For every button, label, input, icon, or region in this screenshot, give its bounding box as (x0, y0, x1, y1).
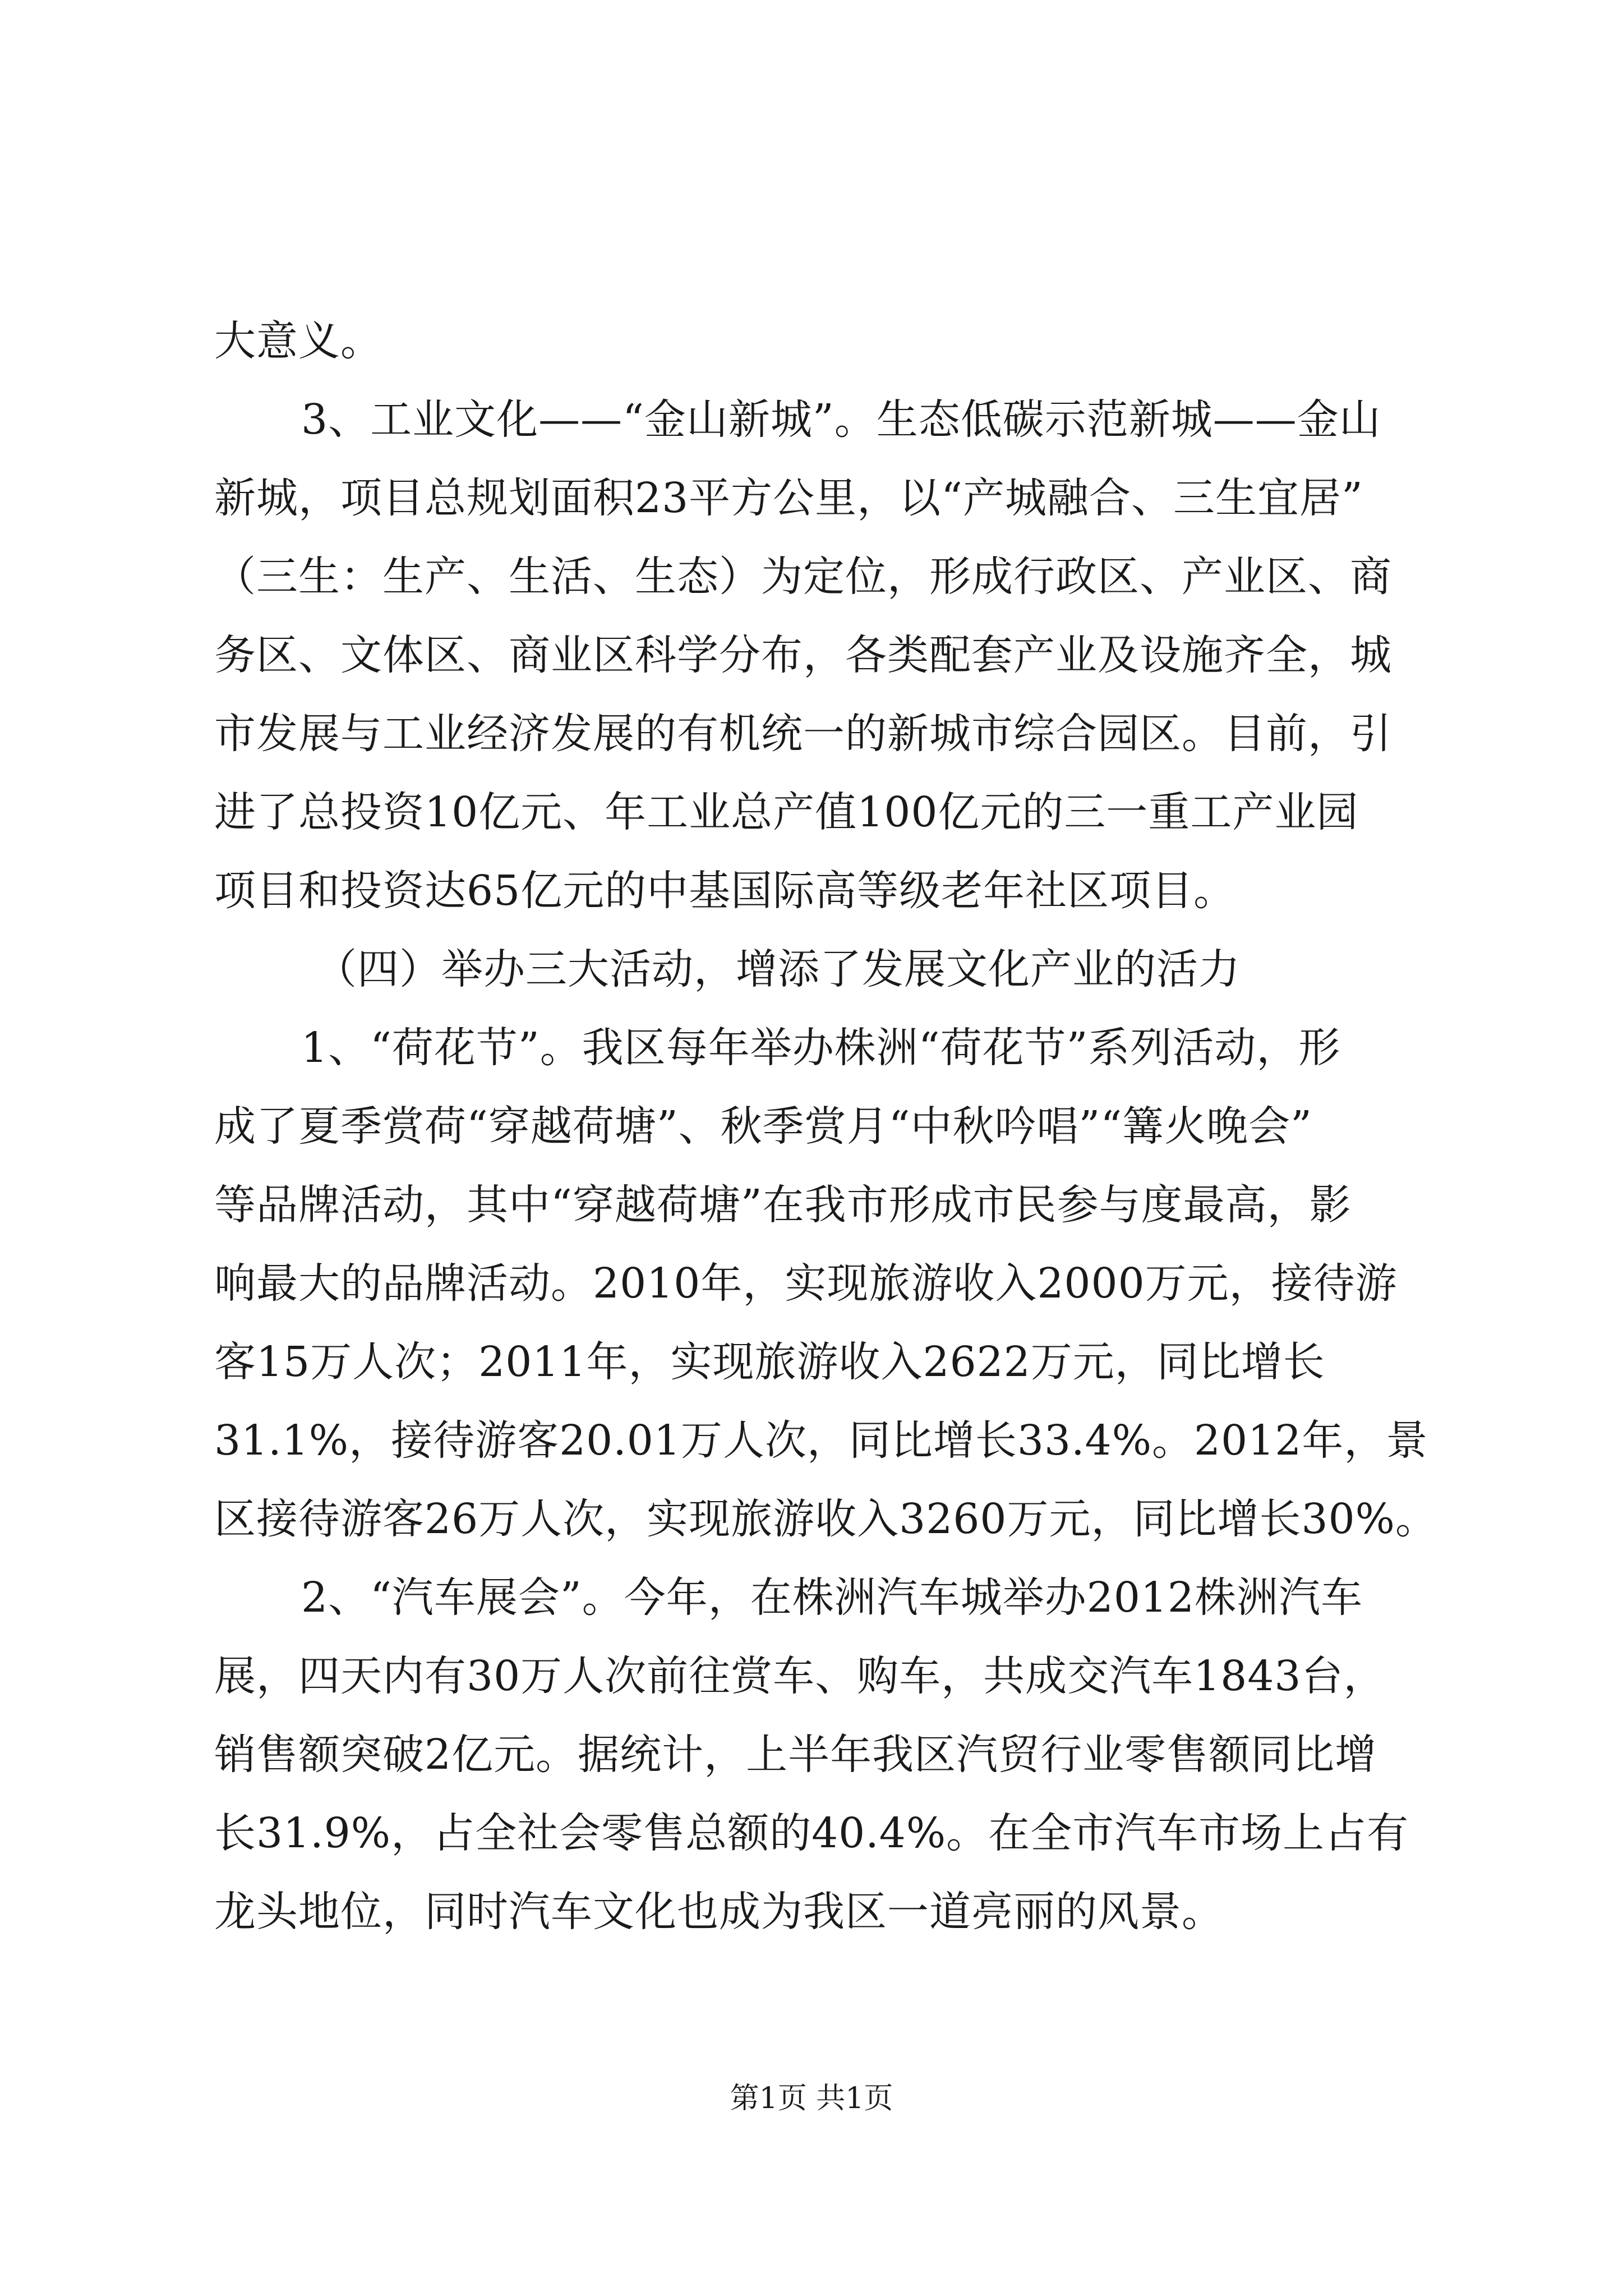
body-line: 1、“荷花节”。我区每年举办株洲“荷花节”系列活动，形 (301, 1024, 1341, 1072)
body-line: 市发展与工业经济发展的有机统一的新城市综合园区。目前，引 (214, 710, 1392, 758)
body-line: 项目和投资达65亿元的中基国际高等级老年社区项目。 (214, 867, 1236, 915)
body-line: 龙头地位，同时汽车文化也成为我区一道亮丽的风景。 (214, 1888, 1224, 1936)
body-line: 2、“汽车展会”。今年，在株洲汽车城举办2012株洲汽车 (301, 1573, 1363, 1622)
body-line: 销售额突破2亿元。据统计，上半年我区汽贸行业零售额同比增 (214, 1731, 1377, 1779)
body-line: 展，四天内有30万人次前往赏车、购车，共成交汽车1843台， (214, 1652, 1386, 1700)
body-line: 成了夏季赏荷“穿越荷塘”、秋季赏月“中秋吟唱”“篝火晚会” (214, 1102, 1312, 1151)
body-line: 进了总投资10亿元、年工业总产值100亿元的三一重工产业园 (214, 788, 1359, 836)
body-line: 3、工业文化——“金山新城”。生态低碳示范新城——金山 (301, 395, 1381, 444)
body-line: 新城，项目总规划面积23平方公里，以“产城融合、三生宜居” (214, 474, 1363, 522)
body-line: 区接待游客26万人次，实现旅游收入3260万元，同比增长30%。 (214, 1495, 1437, 1543)
body-line: （三生：生产、生活、生态）为定位，形成行政区、产业区、商 (214, 553, 1392, 601)
body-line: 大意义。 (214, 317, 382, 365)
body-line: 客15万人次；2011年，实现旅游收入2622万元，同比增长 (214, 1338, 1325, 1386)
section-heading: （四）举办三大活动，增添了发展文化产业的活力 (315, 945, 1241, 993)
body-line: 31.1%，接待游客20.01万人次，同比增长33.4%。2012年，景 (214, 1416, 1428, 1465)
body-line: 务区、文体区、商业区科学分布，各类配套产业及设施齐全，城 (214, 631, 1392, 679)
body-line: 长31.9%，占全社会零售总额的40.4%。在全市汽车市场上占有 (214, 1809, 1409, 1857)
page-footer: 第1页 共1页 (730, 2082, 893, 2115)
body-line: 响最大的品牌活动。2010年，实现旅游收入2000万元，接待游 (214, 1259, 1398, 1308)
body-line: 等品牌活动，其中“穿越荷塘”在我市形成市民参与度最高，影 (214, 1181, 1352, 1229)
